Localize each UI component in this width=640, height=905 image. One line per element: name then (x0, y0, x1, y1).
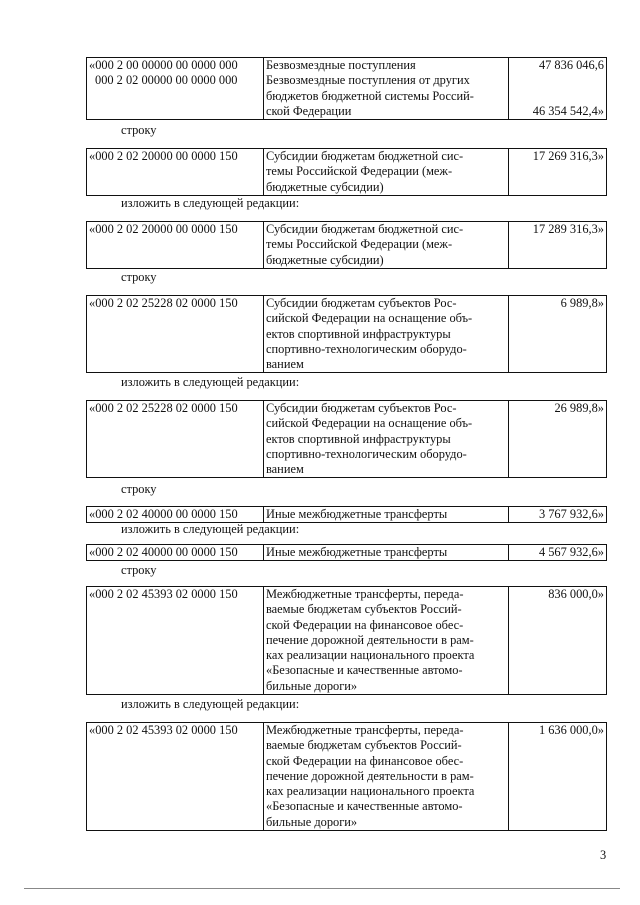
table-row (87, 587, 607, 695)
description-line: Субсидии бюджетам субъектов Рос- (266, 296, 457, 310)
description-line: ваемые бюджетам субъектов Россий- (266, 602, 462, 617)
budget-code: «000 2 02 45393 02 0000 150 (87, 587, 264, 695)
budget-table-block (86, 221, 607, 269)
budget-code: «000 2 02 20000 00 0000 150 (87, 222, 264, 269)
description-line: сийской Федерации на оснащение объ- (266, 416, 473, 431)
instruction-label: строку (121, 123, 157, 137)
description-line: ектов спортивной инфраструктуры (266, 326, 451, 341)
description-line: ской Федерации на финансовое обес- (266, 753, 464, 768)
budget-code: 000 2 02 00000 00 0000 000 (95, 73, 238, 88)
budget-table-block (86, 148, 607, 196)
instruction-label: изложить в следующей редакции: (121, 522, 300, 536)
budget-table-block (86, 295, 607, 373)
description-line: печение дорожной деятельности в рам- (266, 768, 474, 783)
instruction-label: строку (121, 482, 157, 496)
description-line: Межбюджетные трансферты, переда- (266, 723, 464, 737)
description-line: ской Федерации (266, 103, 352, 118)
table-row (87, 723, 607, 831)
budget-code: «000 2 02 40000 00 0000 150 (87, 507, 264, 523)
description-cell (264, 401, 509, 478)
table-row (87, 296, 607, 373)
budget-code: «000 2 02 25228 02 0000 150 (87, 296, 264, 373)
description-line: «Безопасные и качественные автомо- (266, 663, 463, 678)
amount-value: 4 567 932,6» (509, 545, 607, 561)
description-line: ваемые бюджетам субъектов Россий- (266, 738, 462, 753)
description-line: темы Российской Федерации (меж- (266, 237, 453, 252)
description-cell (264, 587, 509, 695)
amount-cell (509, 58, 607, 120)
table-row (87, 507, 607, 523)
amount-value: 26 989,8» (509, 401, 607, 478)
instruction-label: строку (121, 563, 157, 577)
description-line: бюджетные субсидии) (266, 252, 384, 267)
description-line: темы Российской Федерации (меж- (266, 164, 453, 179)
description-line: Субсидии бюджетам бюджетной сис- (266, 222, 464, 236)
description-line: «Безопасные и качественные автомо- (266, 799, 463, 814)
budget-table-block (86, 544, 607, 561)
description-line: печение дорожной деятельности в рам- (266, 632, 474, 647)
description-line: ванием (266, 357, 304, 372)
description-line: Иные межбюджетные трансферты (264, 507, 509, 523)
budget-code: «000 2 02 20000 00 0000 150 (87, 149, 264, 196)
code-cell (87, 58, 264, 120)
description-line: бильные дороги» (266, 814, 358, 829)
description-line: ектов спортивной инфраструктуры (266, 431, 451, 446)
budget-table-header-block (86, 57, 607, 120)
description-line: ванием (266, 462, 304, 477)
amount-value: 46 354 542,4» (532, 103, 604, 118)
instruction-label: изложить в следующей редакции: (121, 697, 300, 711)
page-number: 3 (600, 848, 607, 862)
budget-table-block (86, 722, 607, 831)
table-row (87, 149, 607, 196)
budget-code: «000 2 02 40000 00 0000 150 (87, 545, 264, 561)
amount-value: 17 289 316,3» (509, 222, 607, 269)
table-row (87, 58, 607, 120)
amount-value: 3 767 932,6» (509, 507, 607, 523)
budget-code: «000 2 00 00000 00 0000 000 (89, 58, 238, 72)
description-cell (264, 296, 509, 373)
description-cell (264, 149, 509, 196)
amount-value: 6 989,8» (509, 296, 607, 373)
description-line: ках реализации национального проекта (266, 784, 475, 799)
description-line: Безвозмездные поступления от других (266, 73, 470, 88)
budget-code: «000 2 02 45393 02 0000 150 (87, 723, 264, 831)
budget-code: «000 2 02 25228 02 0000 150 (87, 401, 264, 478)
description-cell (264, 723, 509, 831)
amount-value: 1 636 000,0» (509, 723, 607, 831)
budget-table-block (86, 506, 607, 523)
amount-value: 836 000,0» (509, 587, 607, 695)
description-line: Межбюджетные трансферты, переда- (266, 587, 464, 601)
description-line: Субсидии бюджетам бюджетной сис- (266, 149, 464, 163)
instruction-label: строку (121, 270, 157, 284)
description-line: Иные межбюджетные трансферты (264, 545, 509, 561)
instruction-label: изложить в следующей редакции: (121, 196, 300, 210)
amount-value: 17 269 316,3» (509, 149, 607, 196)
budget-table-block (86, 586, 607, 695)
description-cell (264, 58, 509, 120)
description-line: бильные дороги» (266, 678, 358, 693)
description-line: спортивно-технологическим оборудо- (266, 341, 467, 356)
table-row (87, 545, 607, 561)
description-line: Субсидии бюджетам субъектов Рос- (266, 401, 457, 415)
description-line: спортивно-технологическим оборудо- (266, 446, 467, 461)
description-line: ской Федерации на финансовое обес- (266, 617, 464, 632)
table-row (87, 401, 607, 478)
instruction-label: изложить в следующей редакции: (121, 375, 300, 389)
scan-edge-divider (24, 888, 620, 889)
description-line: сийской Федерации на оснащение объ- (266, 311, 473, 326)
description-line: ках реализации национального проекта (266, 648, 475, 663)
table-row (87, 222, 607, 269)
description-line: Безвозмездные поступления (266, 58, 416, 72)
description-line: бюджетные субсидии) (266, 179, 384, 194)
description-line: бюджетов бюджетной системы Россий- (266, 88, 474, 103)
amount-value: 47 836 046,6 (538, 58, 604, 72)
description-cell (264, 222, 509, 269)
budget-table-block (86, 400, 607, 478)
